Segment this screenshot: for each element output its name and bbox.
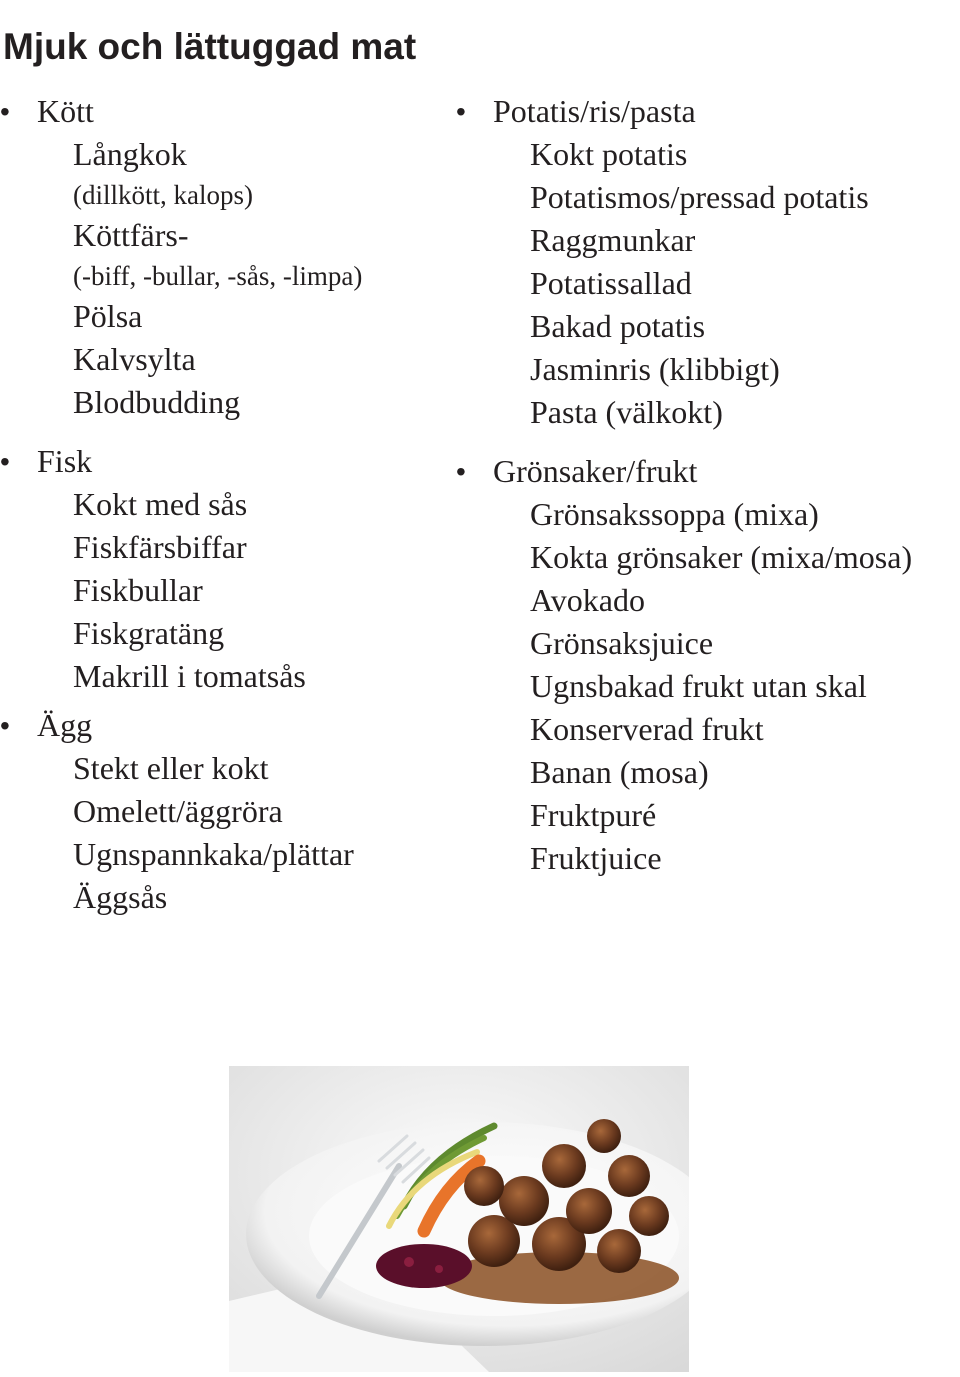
list-item: Kokta grönsaker (mixa/mosa)	[530, 539, 913, 575]
list-item: Fiskbullar	[73, 572, 203, 608]
section-heading-meat: Kött	[37, 93, 94, 129]
page-title: Mjuk och lättuggad mat	[3, 25, 417, 67]
list-item: Köttfärs-	[73, 217, 189, 253]
section-vegetables	[456, 450, 960, 880]
item-list-egg	[0, 747, 440, 919]
list-item: Kokt potatis	[530, 136, 688, 172]
list-item: Bakad potatis	[530, 308, 706, 344]
section-heading-potato: Potatis/ris/pasta	[493, 93, 696, 129]
list-item: Pasta (välkokt)	[530, 394, 723, 430]
list-item: Makrill i tomatsås	[73, 658, 306, 694]
list-item: Fiskgratäng	[73, 615, 225, 651]
section-heading-fish: Fisk	[37, 443, 93, 479]
list-item: Potatissallad	[530, 265, 692, 301]
bullet-icon: •	[456, 96, 466, 127]
list-item: Ugnspannkaka/plättar	[73, 836, 354, 872]
item-list-vegetables	[456, 493, 960, 880]
section-heading-vegetables: Grönsaker/frukt	[493, 453, 698, 489]
list-item: Blodbudding	[73, 384, 241, 420]
meatball-shape	[608, 1155, 650, 1197]
item-list-fish	[0, 483, 440, 698]
meatball-shape	[542, 1144, 586, 1188]
list-item: Fiskfärsbiffar	[73, 529, 247, 565]
section-egg	[0, 704, 440, 919]
list-item: Äggsås	[73, 879, 168, 915]
item-list-meat	[0, 133, 440, 424]
list-item: Kalvsylta	[73, 341, 196, 377]
list-item: Raggmunkar	[530, 222, 696, 258]
meatball-shape	[597, 1229, 641, 1273]
left-column	[0, 90, 440, 919]
list-item: Fruktpuré	[530, 797, 657, 833]
section-potato	[456, 90, 960, 434]
item-list-potato	[456, 133, 960, 434]
list-item: Avokado	[530, 582, 645, 618]
lingonberry-highlight-shape	[404, 1257, 414, 1267]
section-fish	[0, 440, 440, 698]
list-item: (-biff, -bullar, -sås, -limpa)	[73, 261, 363, 291]
list-item: Fruktjuice	[530, 840, 662, 876]
meatball-shape	[566, 1188, 612, 1234]
photo-illustration	[229, 1066, 689, 1372]
section-heading-egg: Ägg	[37, 707, 93, 743]
meatball-shape	[499, 1176, 549, 1226]
lingonberry-highlight-shape	[435, 1265, 443, 1273]
list-item: Pölsa	[73, 298, 143, 334]
list-item: Ugnsbakad frukt utan skal	[530, 668, 867, 704]
meatball-shape	[629, 1196, 669, 1236]
bullet-icon: •	[0, 710, 10, 741]
right-column	[456, 90, 960, 880]
meatball-shape	[587, 1119, 621, 1153]
list-item: Grönsakssoppa (mixa)	[530, 496, 819, 532]
list-item: Omelett/äggröra	[73, 793, 283, 829]
list-item: Kokt med sås	[73, 486, 248, 522]
meatball-plate-photo	[229, 1066, 689, 1372]
lingonberry-shape	[376, 1244, 472, 1288]
list-item: Stekt eller kokt	[73, 750, 269, 786]
bullet-icon: •	[0, 96, 10, 127]
bullet-icon: •	[0, 446, 10, 477]
list-item: Långkok	[73, 136, 187, 172]
list-item: Banan (mosa)	[530, 754, 709, 790]
section-meat	[0, 90, 440, 424]
meatball-shape	[464, 1166, 504, 1206]
list-item: Konserverad frukt	[530, 711, 764, 747]
list-item: Jasminris (klibbigt)	[530, 351, 780, 387]
list-item: (dillkött, kalops)	[73, 180, 253, 210]
bullet-icon: •	[456, 456, 466, 487]
list-item: Grönsaksjuice	[530, 625, 714, 661]
list-item: Potatismos/pressad potatis	[530, 179, 869, 215]
